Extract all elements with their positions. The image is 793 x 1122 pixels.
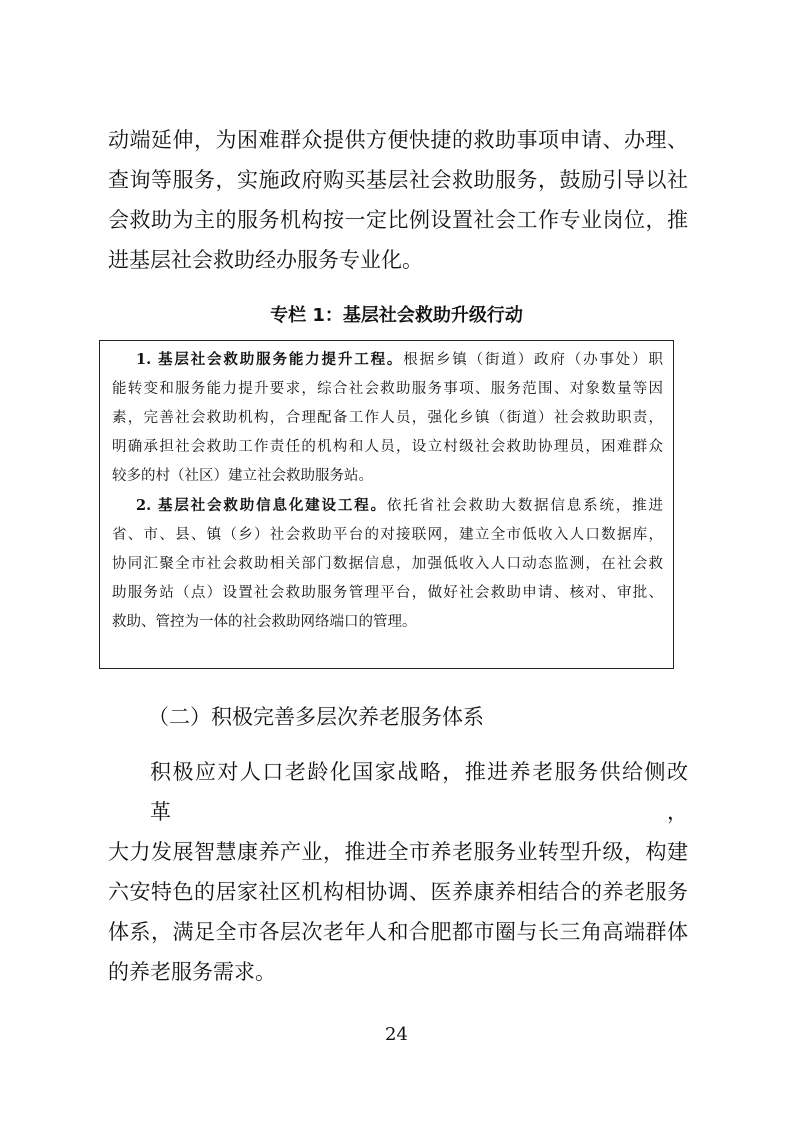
paragraph-line: 体系，满足全市各层次老年人和合肥都市圈与长三角高端群体 — [108, 920, 688, 944]
box-line: 素，完善社会救助机构，合理配备工作人员，强化乡镇（街道）社会救助职责， — [112, 410, 663, 426]
section-paragraph — [108, 752, 688, 992]
box-title: 专栏 1：基层社会救助升级行动 — [270, 305, 523, 326]
box-line: 较多的村（社区）建立社会救助服务站。 — [112, 468, 373, 484]
paragraph-line: 大力发展智慧康养产业，推进全市养老服务业转型升级，构建 — [108, 840, 688, 864]
paragraph-line: 动端延伸，为困难群众提供方便快捷的救助事项申请、办理、 — [108, 128, 688, 152]
page-number: 24 — [385, 1024, 408, 1045]
box-line: 能转变和服务能力提升要求，综合社会救助服务事项、服务范围、对象数量等因 — [112, 381, 663, 397]
box-item-1-first-line — [112, 345, 663, 375]
paragraph-line: 六安特色的居家社区机构相协调、医养康养相结合的养老服务 — [108, 880, 688, 904]
box-item-2-first-line — [112, 491, 663, 521]
box-line: 助服务站（点）设置社会救助服务管理平台，做好社会救助申请、核对、审批、 — [112, 585, 663, 601]
action-box — [99, 340, 674, 669]
box-item-1-title: 1. 基层社会救助服务能力提升工程。 — [136, 351, 404, 368]
box-item-1-first-rest: 根据乡镇（街道）政府（办事处）职 — [403, 352, 663, 368]
paragraph-line: 查询等服务，实施政府购买基层社会救助服务，鼓励引导以社 — [108, 168, 688, 192]
section-heading: （二）积极完善多层次养老服务体系 — [148, 705, 484, 729]
paragraph-line: 的养老服务需求。 — [108, 960, 276, 984]
box-item-1 — [112, 345, 663, 491]
box-line: 救助、管控为一体的社会救助网络端口的管理。 — [112, 614, 417, 630]
paragraph-line: 会救助为主的服务机构按一定比例设置社会工作专业岗位，推 — [108, 208, 688, 232]
box-line: 协同汇聚全市社会救助相关部门数据信息，加强低收入人口动态监测，在社会救 — [112, 556, 663, 572]
box-item-2 — [112, 491, 663, 637]
paragraph-line: 积极应对人口老龄化国家战略，推进养老服务供给侧改革， — [150, 760, 688, 824]
box-item-2-title: 2. 基层社会救助信息化建设工程。 — [136, 497, 387, 514]
intro-paragraph — [108, 120, 688, 280]
paragraph-line: 进基层社会救助经办服务专业化。 — [108, 248, 423, 272]
box-line: 省、市、县、镇（乡）社会救助平台的对接联网，建立全市低收入人口数据库， — [112, 527, 663, 543]
box-line: 明确承担社会救助工作责任的机构和人员，设立村级社会救助协理员，困难群众 — [112, 439, 663, 455]
box-item-2-first-rest: 依托省社会救助大数据信息系统，推进 — [386, 498, 664, 514]
